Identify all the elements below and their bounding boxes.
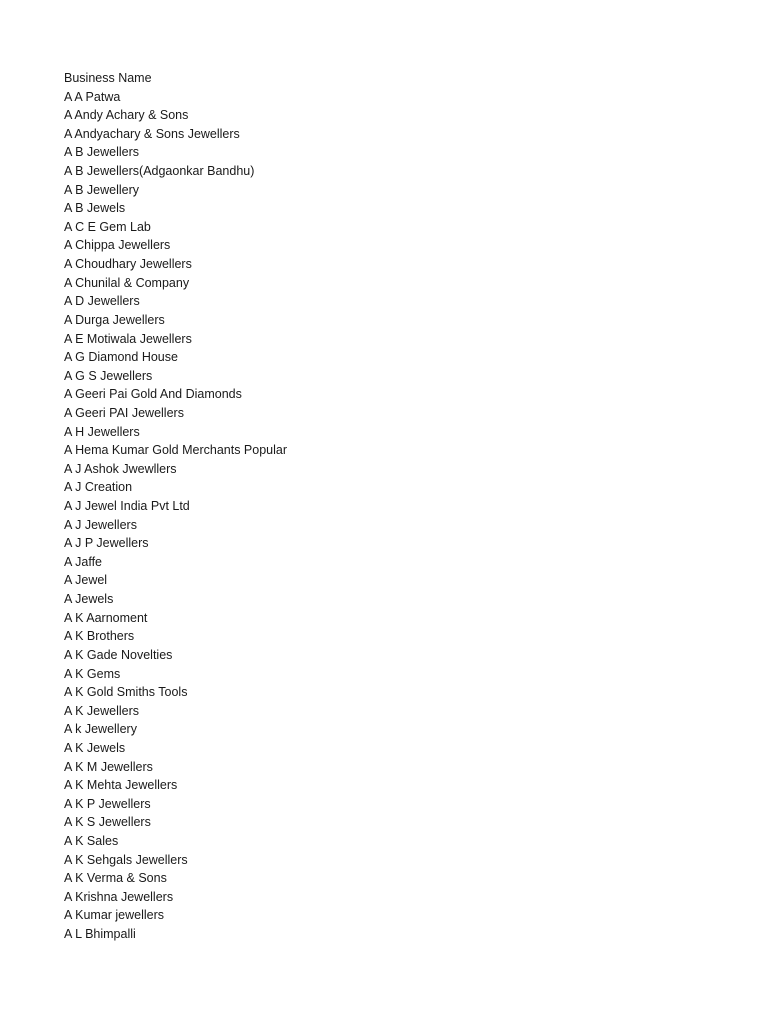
list-item: A Chunilal & Company — [64, 275, 190, 290]
list-item: A L Bhimpalli — [64, 927, 136, 942]
list-item: A E Motiwala Jewellers — [64, 331, 192, 346]
list-item: A C E Gem Lab — [64, 219, 151, 234]
column-header-business-name: Business Name — [64, 71, 152, 85]
list-item: A H Jewellers — [64, 424, 140, 439]
list-item: A Durga Jewellers — [64, 312, 165, 327]
list-item: A Choudhary Jewellers — [64, 257, 192, 272]
list-item: A K Jewellers — [64, 703, 140, 718]
list-item: A B Jewellers — [64, 145, 140, 160]
list-item: A J Creation — [64, 480, 133, 495]
list-item: A Geeri Pai Gold And Diamonds — [64, 387, 242, 402]
list-item: A K S Jewellers — [64, 815, 151, 830]
list-item: A Chippa Jewellers — [64, 238, 171, 253]
list-item: A K P Jewellers — [64, 796, 151, 811]
list-item: A K Gems — [64, 666, 121, 681]
list-item: A K Gade Novelties — [64, 647, 173, 662]
list-item: A B Jewellers(Adgaonkar Bandhu) — [64, 164, 255, 179]
list-item: A Andyachary & Sons Jewellers — [64, 126, 240, 141]
list-item: A Geeri PAI Jewellers — [64, 405, 184, 420]
list-item: A B Jewellery — [64, 182, 140, 197]
list-item: A J P Jewellers — [64, 536, 149, 551]
list-item: A G S Jewellers — [64, 368, 153, 383]
list-item: A k Jewellery — [64, 722, 137, 737]
list-item: A J Jewel India Pvt Ltd — [64, 499, 190, 514]
list-item: A Kumar jewellers — [64, 908, 165, 923]
list-item: A K Gold Smiths Tools — [64, 685, 188, 700]
list-item: A Jaffe — [64, 554, 102, 569]
list-item: A D Jewellers — [64, 294, 140, 309]
list-item: A K M Jewellers — [64, 759, 153, 774]
list-item: A K Verma & Sons — [64, 871, 167, 886]
list-item: A J Ashok Jwewllers — [64, 461, 177, 476]
list-item: A Andy Achary & Sons — [64, 108, 189, 123]
list-item: A B Jewels — [64, 201, 126, 216]
list-item: A K Sehgals Jewellers — [64, 852, 188, 867]
list-item: A K Aarnoment — [64, 610, 148, 625]
list-item: A K Brothers — [64, 629, 135, 644]
list-item: A K Jewels — [64, 740, 126, 755]
list-item: A K Sales — [64, 833, 119, 848]
list-item: A J Jewellers — [64, 517, 137, 532]
list-item: A Jewel — [64, 573, 108, 588]
list-item: A Hema Kumar Gold Merchants Popular — [64, 443, 288, 458]
list-item: A G Diamond House — [64, 350, 178, 365]
list-item: A K Mehta Jewellers — [64, 778, 178, 793]
list-item: A Krishna Jewellers — [64, 889, 174, 904]
list-item: A A Patwa — [64, 89, 121, 104]
list-item: A Jewels — [64, 592, 114, 607]
business-name-list — [64, 69, 287, 944]
